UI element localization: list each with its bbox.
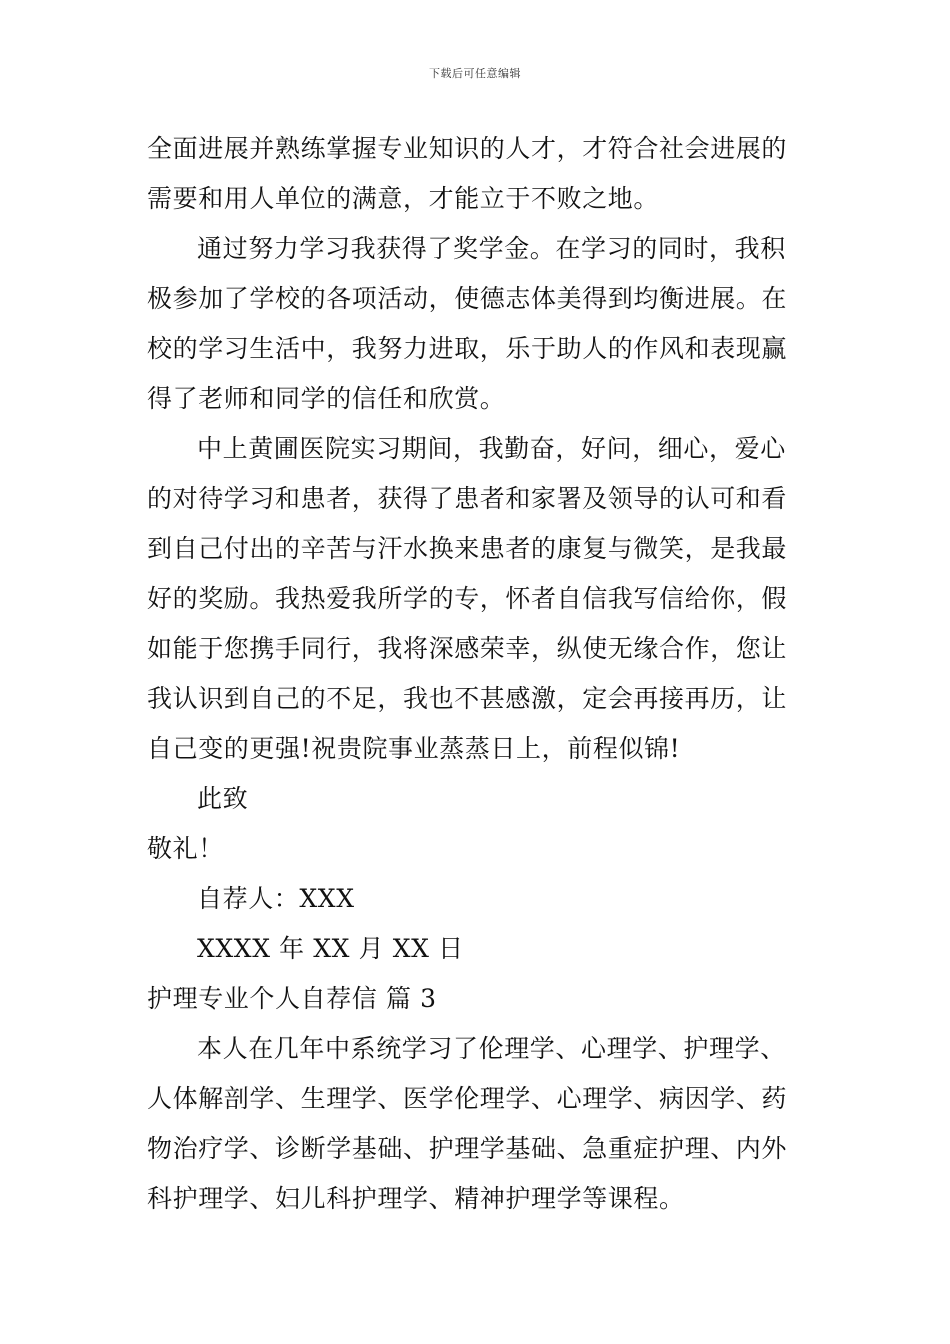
- date-line: XXXX 年 XX 月 XX 日: [197, 934, 464, 963]
- closing-salutation: 此致: [197, 784, 249, 813]
- body-text-line: 极参加了学校的各项活动，使德志体美得到均衡进展。在: [147, 284, 788, 313]
- closing-regards: 敬礼！: [147, 834, 224, 863]
- body-text-line: 如能于您携手同行，我将深感荣幸，纵使无缘合作，您让: [147, 634, 788, 663]
- body-text-line: 全面进展并熟练掌握专业知识的人才，才符合社会进展的: [147, 134, 788, 163]
- paragraph-start-line: 通过努力学习我获得了奖学金。在学习的同时，我积: [197, 234, 786, 263]
- paragraph-start-line: 中上黄圃医院实习期间，我勤奋，好问，细心，爱心: [197, 434, 786, 463]
- body-text-line: 自己变的更强!祝贵院事业蒸蒸日上，前程似锦!: [147, 734, 681, 763]
- body-text-line: 校的学习生活中，我努力进取，乐于助人的作风和表现赢: [147, 334, 788, 363]
- paragraph-start-line: 本人在几年中系统学习了伦理学、心理学、护理学、: [197, 1034, 786, 1063]
- body-text-line: 需要和用人单位的满意，才能立于不败之地。: [147, 184, 660, 213]
- body-text-line: 我认识到自己的不足，我也不甚感激，定会再接再历，让: [147, 684, 788, 713]
- page-header: 下载后可任意编辑: [429, 67, 521, 80]
- body-text-line: 得了老师和同学的信任和欣赏。: [147, 384, 506, 413]
- signature-line: 自荐人：XXX: [197, 884, 355, 913]
- body-text-line: 好的奖励。我热爱我所学的专，怀者自信我写信给你，假: [147, 584, 788, 613]
- body-text-line: 物治疗学、诊断学基础、护理学基础、急重症护理、内外: [147, 1134, 788, 1163]
- section-title: 护理专业个人自荐信 篇 3: [147, 984, 437, 1013]
- body-text-line: 科护理学、妇儿科护理学、精神护理学等课程。: [147, 1184, 685, 1213]
- body-text-line: 人体解剖学、生理学、医学伦理学、心理学、病因学、药: [147, 1084, 788, 1113]
- body-text-line: 的对待学习和患者，获得了患者和家署及领导的认可和看: [147, 484, 788, 513]
- body-text-line: 到自己付出的辛苦与汗水换来患者的康复与微笑，是我最: [147, 534, 788, 563]
